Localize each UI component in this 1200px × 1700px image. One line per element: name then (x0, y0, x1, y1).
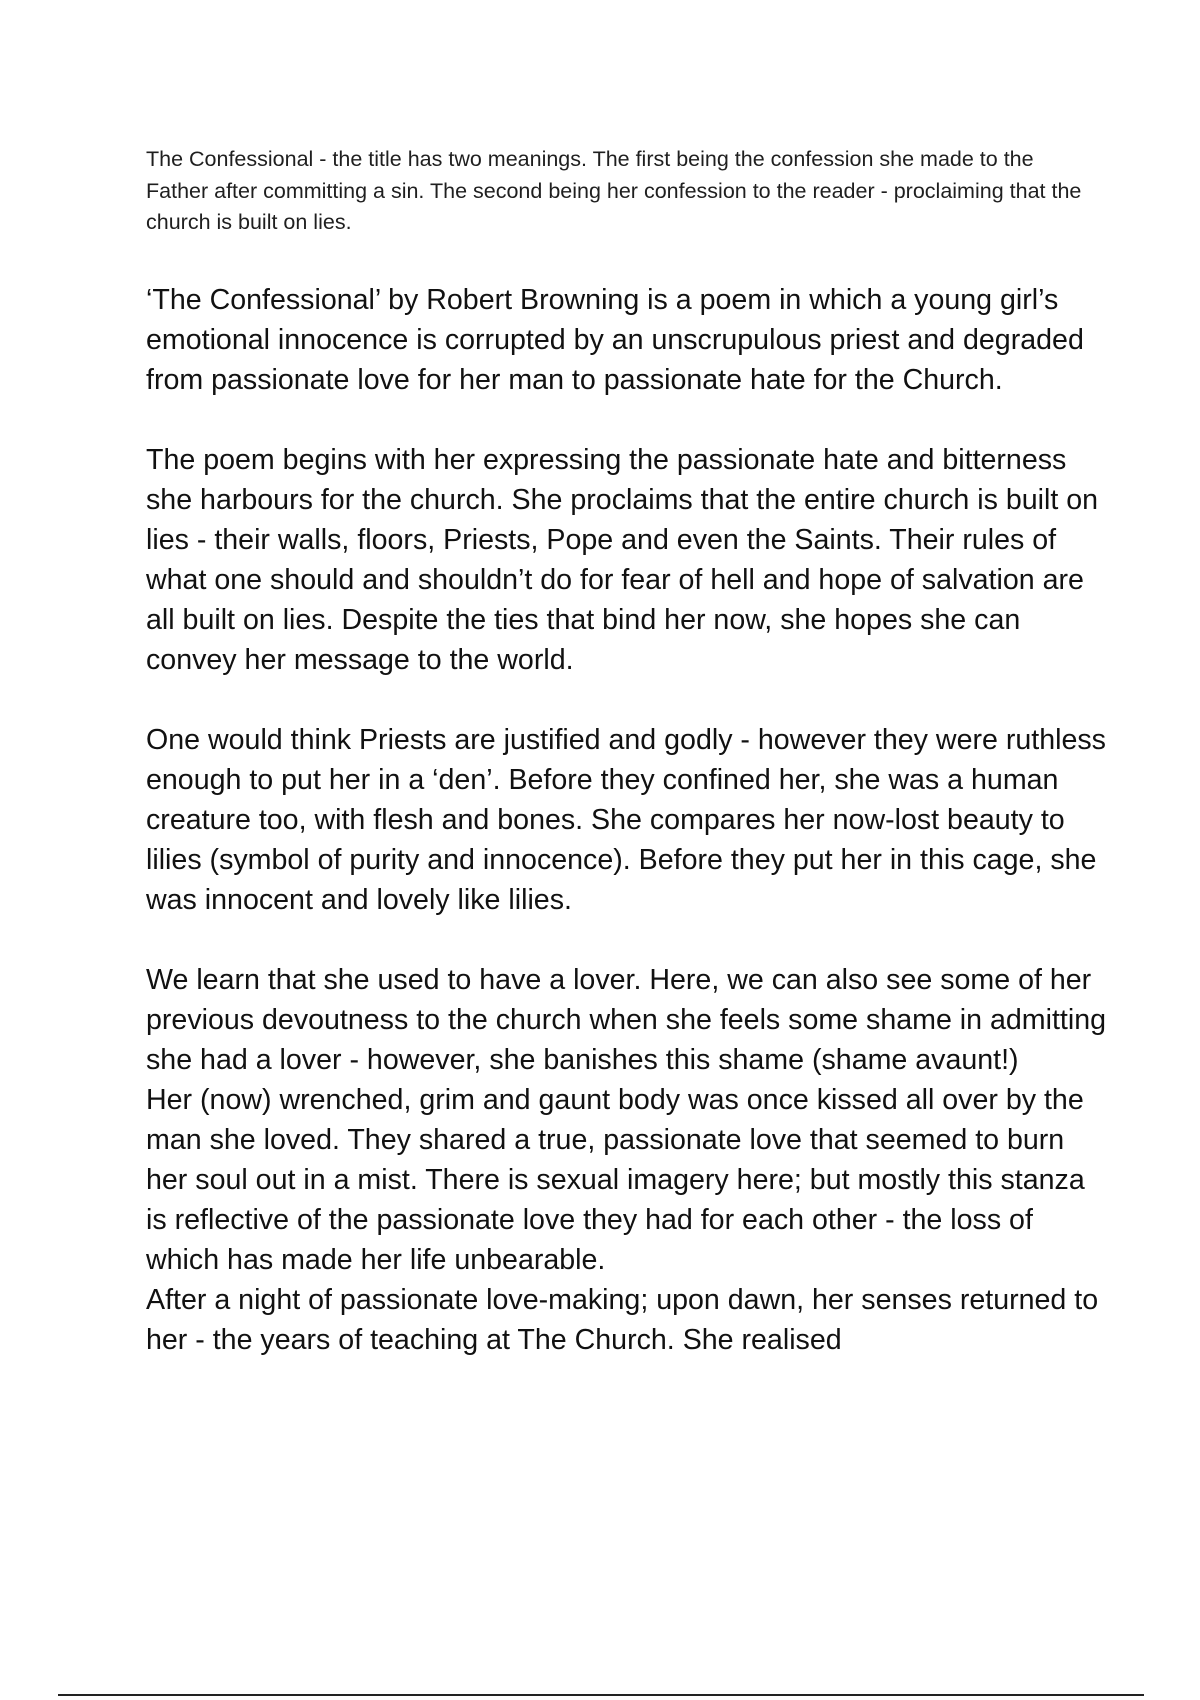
paragraph-priests-den: One would think Priests are justified and godly - however they were ruthless enough to put her in a ‘den’. Before they confined her, she was a human creature too, with flesh and bones. She compares her now-lost beauty to lilies (symbol of purity and innocence). Before they put her in this cage, she was innocent and lovely like lilies. (146, 724, 1106, 916)
paragraph-passionate-love: Her (now) wrenched, grim and gaunt body was once kissed all over by the man she loved. They shared a true, passionate love that seemed to burn her soul out in a mist. There is sexual imagery here; but mostly this stanza is reflective of the passionate love they had for each other - the loss of which has made her life unbearable. (146, 1084, 1085, 1276)
paragraph-lover: We learn that she used to have a lover. Here, we can also see some of her previous devoutness to the church when she feels some shame in admitting she had a lover - however, she banishes this shame (shame avaunt!) (146, 964, 1107, 1076)
paragraph-church-lies: The poem begins with her expressing the passionate hate and bitterness she harbours for the church. She proclaims that the entire church is built on lies - their walls, floors, Priests, Pope and even the Saints. Their rules of what one should and shouldn’t do for fear of hell and hope of salvation are all built on lies. Despite the ties that bind her now, she hopes she can convey her message to the world. (146, 444, 1099, 676)
intro-note: The Confessional - the title has two meanings. The first being the confession she made to the Father after committing a sin. The second being her confession to the reader - proclaiming that the church is built on lies. (146, 147, 1082, 234)
page-bottom-divider (58, 1694, 1144, 1696)
paragraph-introduction: ‘The Confessional’ by Robert Browning is a poem in which a young girl’s emotional innocence is corrupted by an unscrupulous priest and degraded from passionate love for her man to passionate hate for the Church. (146, 284, 1084, 396)
paragraph-dawn: After a night of passionate love-making; upon dawn, her senses returned to her - the years of teaching at The Church. She realised (146, 1284, 1099, 1356)
essay-body (146, 280, 1106, 1360)
